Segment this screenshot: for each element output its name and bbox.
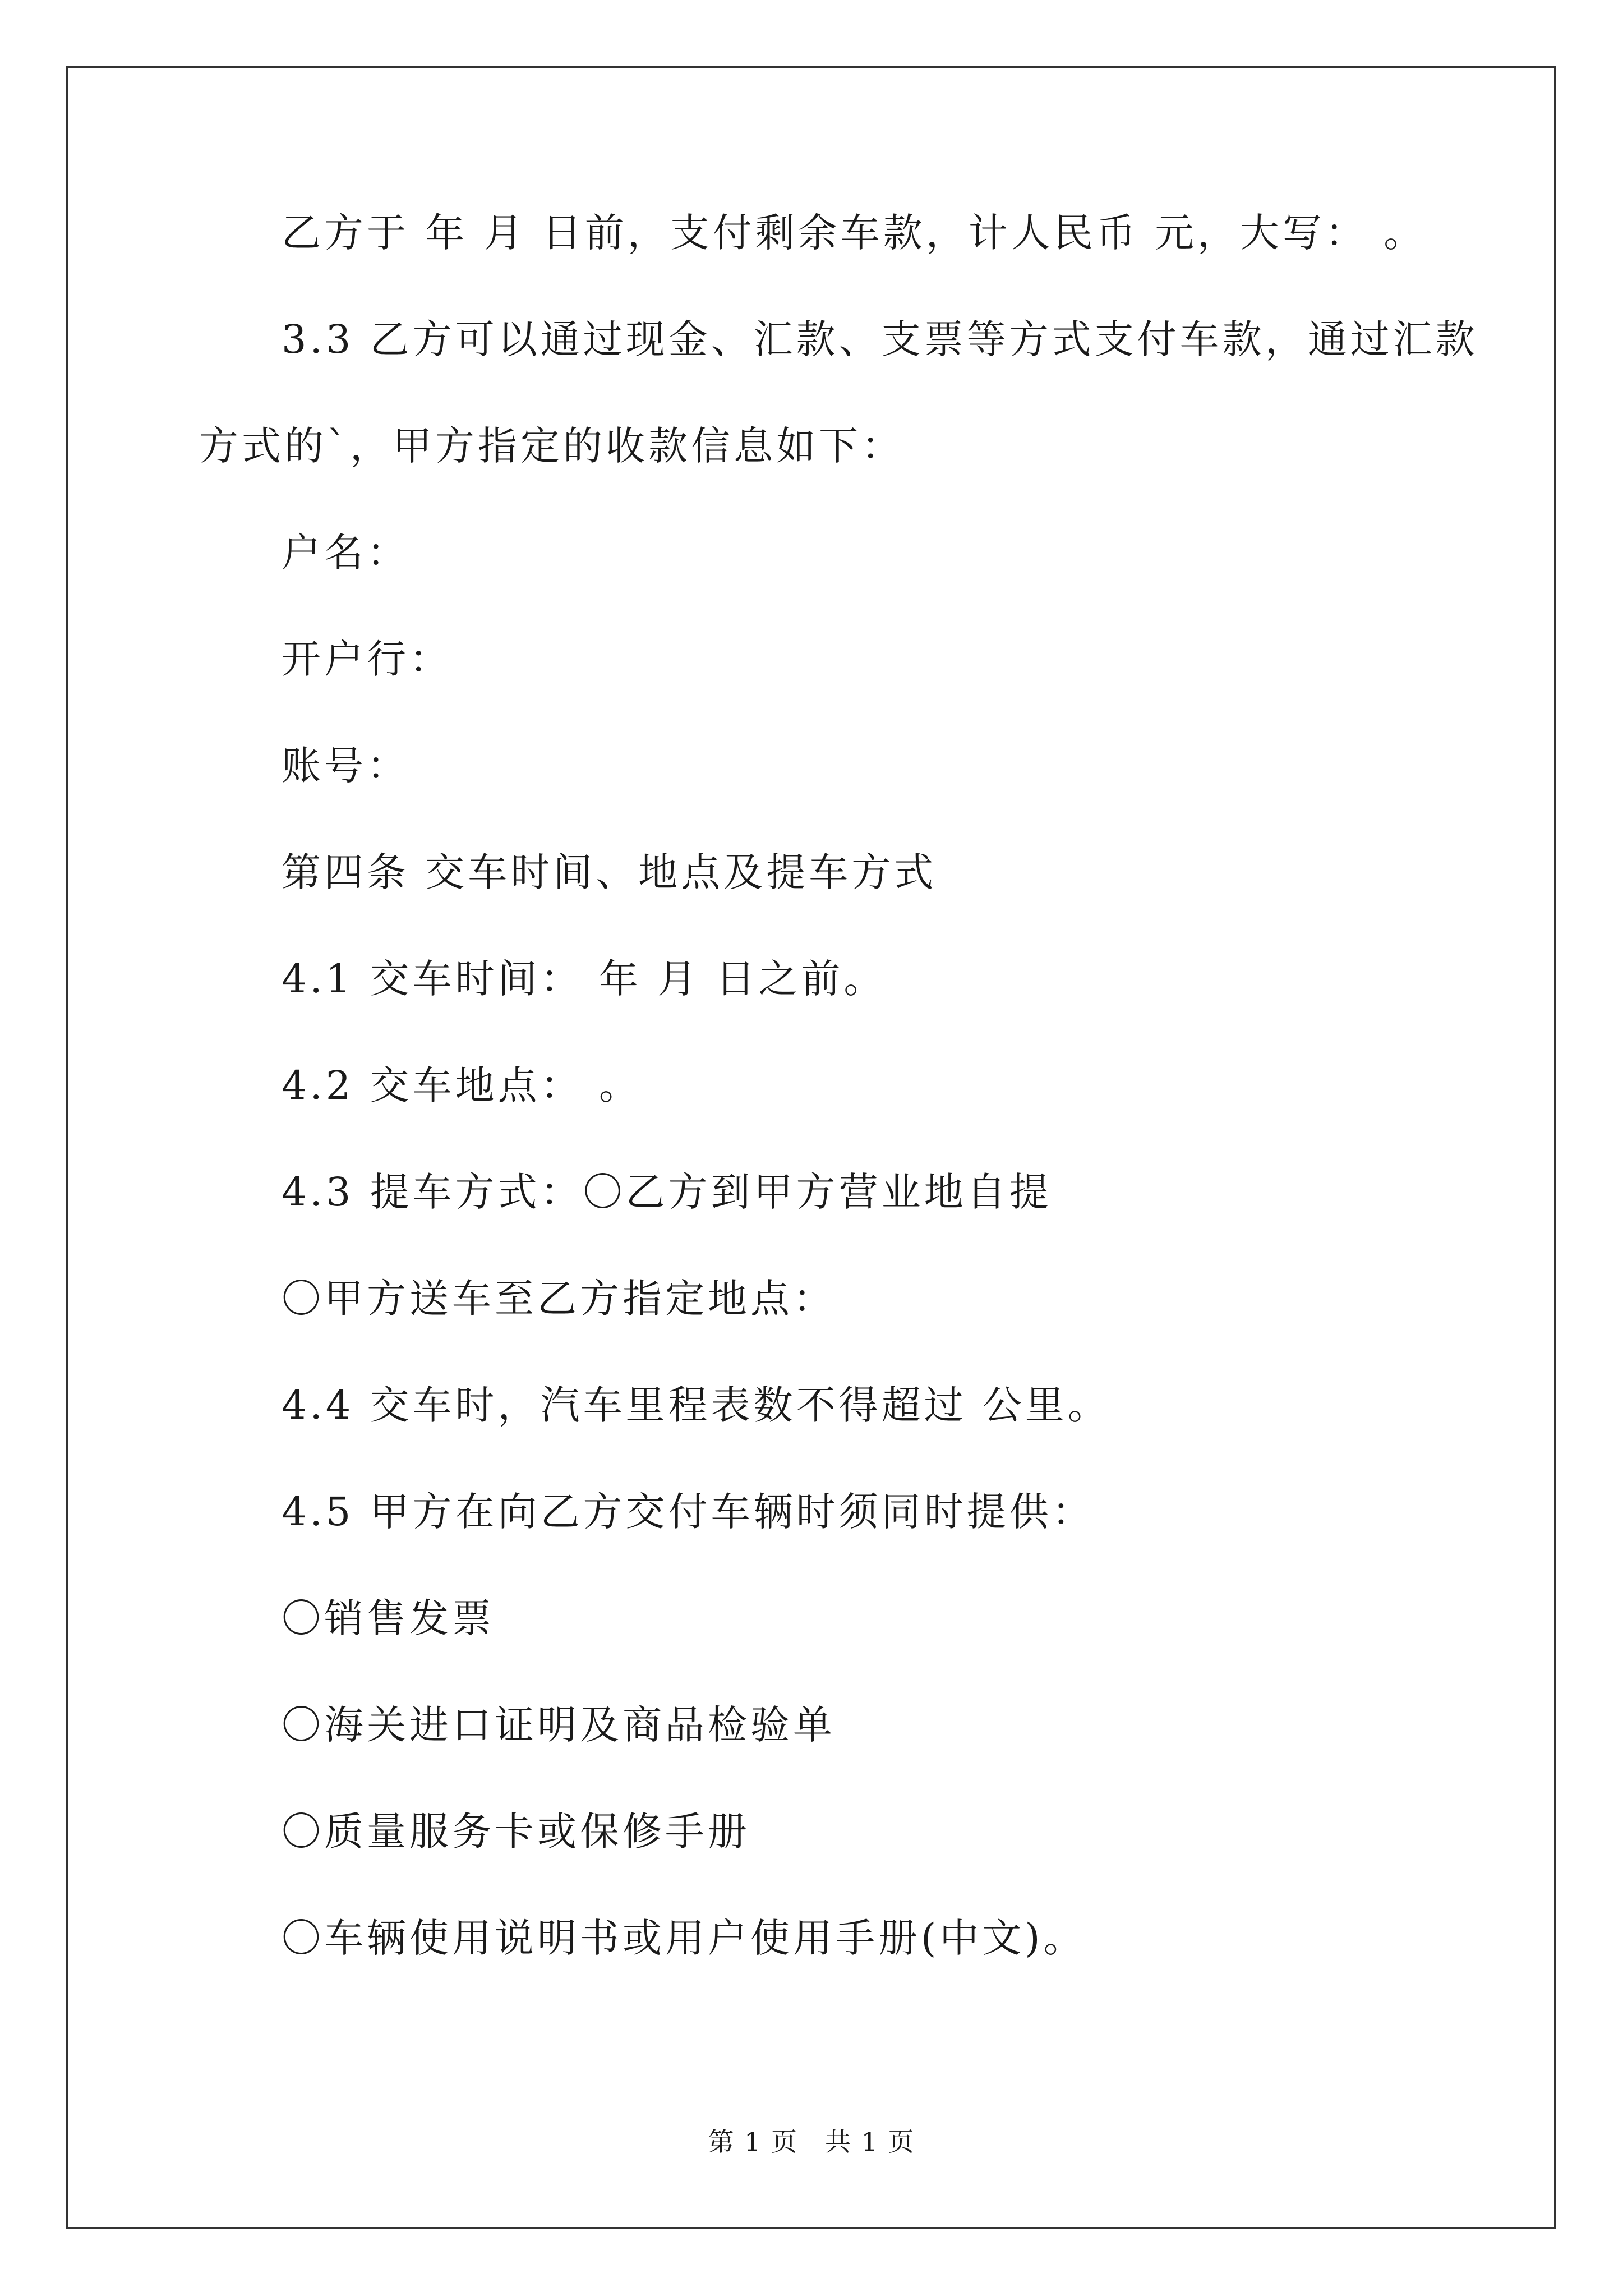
- page-footer: 第 1 页 共 1 页: [708, 2127, 915, 2157]
- section-heading: 第四条 交车时间、地点及提车方式: [282, 849, 937, 895]
- checklist-item: 〇车辆使用说明书或用户使用手册(中文)。: [282, 1915, 1086, 1961]
- paragraph-line: 4.3 提车方式：〇乙方到甲方营业地自提: [282, 1169, 1052, 1215]
- paragraph-line: 开户行：: [282, 636, 452, 682]
- paragraph-line: 4.5 甲方在向乙方交付车辆时须同时提供：: [282, 1489, 1095, 1535]
- paragraph-line: 4.1 交车时间： 年 月 日之前。: [282, 956, 887, 1002]
- paragraph-line: 4.2 交车地点： 。: [282, 1062, 642, 1108]
- paragraph-line: 乙方于 年 月 日前，支付剩余车款，计人民币 元，大写： 。: [282, 210, 1427, 256]
- page-border: [66, 66, 1556, 2229]
- checklist-item: 〇海关进口证明及商品检验单: [282, 1702, 836, 1748]
- paragraph-line: 3.3 乙方可以通过现金、汇款、支票等方式支付车款，通过汇款: [282, 316, 1478, 362]
- paragraph-line: 户名：: [282, 530, 409, 576]
- paragraph-line: 方式的`，甲方指定的收款信息如下：: [199, 423, 904, 469]
- checklist-item: 〇销售发票: [282, 1595, 495, 1641]
- paragraph-line: 〇甲方送车至乙方指定地点：: [282, 1276, 836, 1322]
- paragraph-line: 账号：: [282, 743, 409, 789]
- checklist-item: 〇质量服务卡或保修手册: [282, 1809, 750, 1855]
- paragraph-line: 4.4 交车时，汽车里程表数不得超过 公里。: [282, 1382, 1110, 1428]
